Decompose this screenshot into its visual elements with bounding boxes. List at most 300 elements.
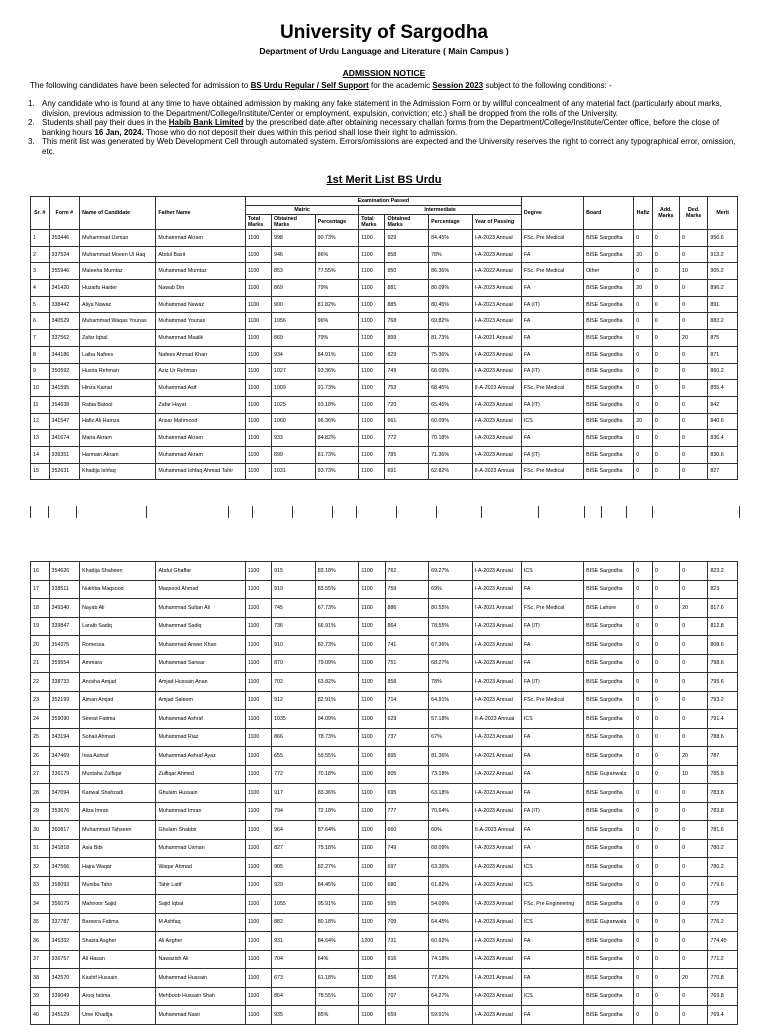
table-row	[31, 821, 738, 840]
col-sr: Sr. #	[31, 197, 50, 230]
cell-inter-total: 1100	[359, 430, 385, 447]
cell-degree: FA	[521, 950, 583, 969]
cell-father-name: Muhammad Younas	[156, 313, 245, 330]
cell-degree: FA	[521, 765, 583, 784]
cell-candidate-name: Arooj fatima	[80, 987, 156, 1006]
cell-merit: 883.2	[708, 313, 738, 330]
cell-form-no: 336757	[49, 950, 80, 969]
cell-merit: 787	[708, 747, 738, 766]
cell-candidate-name: Hinza Kainat	[80, 380, 156, 397]
cell-inter-percentage: 80.55%	[429, 599, 473, 618]
cell-inter-total: 1100	[359, 895, 385, 914]
cell-hafiz: 0	[634, 430, 653, 447]
cell-inter-obtained: 707	[385, 987, 429, 1006]
cell-hafiz: 0	[634, 363, 653, 380]
cell-inter-total: 1100	[359, 1006, 385, 1025]
table-row	[31, 802, 738, 821]
cell-merit: 891	[708, 296, 738, 313]
notice-title: ADMISSION NOTICE	[342, 68, 426, 78]
cell-add-marks: 0	[652, 728, 679, 747]
cell-inter-percentage: 69.82%	[429, 313, 473, 330]
cell-form-no: 342570	[49, 969, 80, 988]
cell-merit: 779	[708, 895, 738, 914]
cell-matric-total: 1100	[245, 950, 271, 969]
condition-text: This merit list was generated by Web Development Cell through automated system. Errors/omissions are expected and the University reserves the right to correct any typographical error, omission, etc.	[42, 137, 736, 156]
cell-ded-marks: 0	[680, 950, 708, 969]
cell-inter-percentage: 77.82%	[429, 969, 473, 988]
cell-ded-marks: 0	[680, 784, 708, 803]
cell-ded-marks: 0	[680, 673, 708, 692]
cell-hafiz: 0	[634, 263, 653, 280]
cell-degree: FA (IT)	[521, 446, 583, 463]
cell-year-of-passing: I-A-2023 Annual	[472, 673, 521, 692]
cell-father-name: Muhammad Ashraf Ayaz	[156, 747, 245, 766]
intro-program: BS Urdu Regular / Self Support	[250, 81, 369, 90]
cell-degree: FA	[521, 346, 583, 363]
cell-inter-obtained: 899	[385, 330, 429, 347]
cell-matric-total: 1100	[245, 728, 271, 747]
cell-inter-obtained: 759	[385, 580, 429, 599]
table-row	[31, 599, 738, 618]
table-row	[31, 562, 738, 581]
cell-inter-percentage: 59.91%	[429, 1006, 473, 1025]
cell-matric-obtained: 853	[272, 263, 316, 280]
cell-year-of-passing: I-A-2023 Annual	[472, 802, 521, 821]
cell-matric-percentage: 78.73%	[315, 728, 359, 747]
cell-merit: 896.2	[708, 280, 738, 297]
cell-degree: FSc. Pre Engineering	[521, 895, 583, 914]
cell-matric-obtained: 673	[272, 969, 316, 988]
bank-name: Habib Bank Limited	[168, 118, 244, 127]
cell-board: BISE Sargodha	[584, 313, 634, 330]
cell-add-marks: 0	[652, 330, 679, 347]
table-row	[31, 876, 738, 895]
cell-matric-total: 1100	[245, 710, 271, 729]
cell-add-marks: 0	[652, 599, 679, 618]
cell-merit: 875	[708, 330, 738, 347]
cell-sr: 7	[31, 330, 50, 347]
condition-item	[28, 118, 740, 137]
cell-form-no: 339847	[49, 617, 80, 636]
cell-form-no: 341595	[49, 380, 80, 397]
cell-board: BISE Sargodha	[584, 430, 634, 447]
cell-inter-total: 1100	[359, 296, 385, 313]
cell-inter-percentage: 68.45%	[429, 380, 473, 397]
cell-year-of-passing: I-A-2023 Annual	[472, 346, 521, 363]
cell-merit: 780.2	[708, 858, 738, 877]
cell-sr: 39	[31, 987, 50, 1006]
cell-inter-percentage: 70.64%	[429, 802, 473, 821]
cell-sr: 13	[31, 430, 50, 447]
cell-sr: 12	[31, 413, 50, 430]
cell-matric-total: 1100	[245, 313, 271, 330]
cell-inter-obtained: 929	[385, 230, 429, 247]
cell-board: BISE Sargodha	[584, 296, 634, 313]
cell-inter-obtained: 709	[385, 913, 429, 932]
cell-form-no: 352631	[49, 463, 80, 480]
cell-inter-total: 1100	[359, 580, 385, 599]
cell-matric-obtained: 866	[272, 728, 316, 747]
intro-post: subject to the following conditions: -	[483, 81, 612, 90]
cell-board: BISE Sargodha	[584, 876, 634, 895]
cell-add-marks: 0	[652, 562, 679, 581]
cell-hafiz: 0	[634, 932, 653, 951]
cell-hafiz: 0	[634, 617, 653, 636]
cell-form-no: 347469	[49, 747, 80, 766]
cell-matric-total: 1100	[245, 599, 271, 618]
cell-inter-percentage: 68.09%	[429, 839, 473, 858]
cell-inter-obtained: 816	[385, 950, 429, 969]
cell-inter-total: 1100	[359, 802, 385, 821]
cell-year-of-passing: I-A-2023 Annual	[472, 950, 521, 969]
cell-matric-obtained: 1056	[272, 313, 316, 330]
cell-inter-percentage: 64.91%	[429, 691, 473, 710]
cell-candidate-name: Muhammad Moeen Ul Haq	[80, 246, 156, 263]
cell-board: BISE Sargodha	[584, 280, 634, 297]
cell-candidate-name: Kanwal Shahzadi	[80, 784, 156, 803]
cell-merit: 808.6	[708, 636, 738, 655]
table-row	[31, 246, 738, 263]
col-inter-percentage: Percentage	[429, 215, 473, 230]
cell-father-name: Nafees Ahmad Khan	[156, 346, 245, 363]
cell-matric-percentage: 63.82%	[315, 673, 359, 692]
cell-merit: 788.6	[708, 728, 738, 747]
cell-hafiz: 0	[634, 987, 653, 1006]
cell-degree: FA (IT)	[521, 617, 583, 636]
cell-sr: 19	[31, 617, 50, 636]
cell-matric-percentage: 59.55%	[315, 747, 359, 766]
cell-merit: 769.4	[708, 1006, 738, 1025]
cell-degree: FA (IT)	[521, 296, 583, 313]
cell-sr: 33	[31, 876, 50, 895]
cell-matric-obtained: 998	[272, 230, 316, 247]
condition-number: 2.	[28, 118, 35, 127]
cell-degree: FA (IT)	[521, 802, 583, 821]
cell-sr: 2	[31, 246, 50, 263]
cell-matric-percentage: 87.64%	[315, 821, 359, 840]
cell-father-name: Ansar Mahmood	[156, 413, 245, 430]
cell-father-name: Muhammad Sadiq	[156, 617, 245, 636]
cell-board: Other	[584, 263, 634, 280]
cell-hafiz: 0	[634, 839, 653, 858]
cell-board: BISE Sargodha	[584, 413, 634, 430]
cell-matric-obtained: 919	[272, 580, 316, 599]
column-divider	[652, 506, 653, 518]
cell-add-marks: 0	[652, 858, 679, 877]
table-row	[31, 580, 738, 599]
cell-father-name: Mehboob Hussain Shah	[156, 987, 245, 1006]
cell-matric-percentage: 81.82%	[315, 296, 359, 313]
cell-sr: 4	[31, 280, 50, 297]
cell-merit: 798.6	[708, 654, 738, 673]
cell-degree: FA	[521, 430, 583, 447]
table-row	[31, 858, 738, 877]
cell-degree: FA	[521, 728, 583, 747]
cell-sr: 1	[31, 230, 50, 247]
cell-inter-total: 1100	[359, 463, 385, 480]
cell-matric-total: 1100	[245, 858, 271, 877]
cell-degree: FA	[521, 821, 583, 840]
cell-ded-marks: 0	[680, 562, 708, 581]
cell-father-name: Muhammad Imran	[156, 802, 245, 821]
cell-year-of-passing: I-A-2023 Annual	[472, 932, 521, 951]
cell-matric-percentage: 95.91%	[315, 895, 359, 914]
cell-year-of-passing: I-A-2023 Annual	[472, 363, 521, 380]
cell-merit: 780.2	[708, 839, 738, 858]
merit-table-part-1	[30, 196, 738, 480]
cell-merit: 840.6	[708, 413, 738, 430]
cell-candidate-name: Bareera Fatima	[80, 913, 156, 932]
cell-add-marks: 0	[652, 654, 679, 673]
cell-father-name: Tahir Latif	[156, 876, 245, 895]
cell-candidate-name: Maira Akram	[80, 430, 156, 447]
table-row	[31, 987, 738, 1006]
cell-board: BISE Sargodha	[584, 654, 634, 673]
cell-matric-percentage: 83.36%	[315, 784, 359, 803]
cell-merit: 842	[708, 396, 738, 413]
cell-hafiz: 20	[634, 413, 653, 430]
cell-form-no: 352199	[49, 691, 80, 710]
table-row	[31, 396, 738, 413]
cell-matric-total: 1100	[245, 617, 271, 636]
cell-matric-percentage: 84.91%	[315, 346, 359, 363]
table-row	[31, 363, 738, 380]
cell-matric-obtained: 935	[272, 1006, 316, 1025]
cell-father-name: Aziz Ur Rehman	[156, 363, 245, 380]
cell-matric-total: 1100	[245, 562, 271, 581]
cell-hafiz: 0	[634, 230, 653, 247]
cell-board: BISE Sargodha	[584, 987, 634, 1006]
table-row	[31, 296, 738, 313]
cell-matric-obtained: 794	[272, 802, 316, 821]
cell-year-of-passing: II-A-2023 Annual	[472, 821, 521, 840]
cell-candidate-name: Laiba Nafees	[80, 346, 156, 363]
cell-hafiz: 0	[634, 654, 653, 673]
cell-year-of-passing: I-A-2023 Annual	[472, 230, 521, 247]
cell-degree: FSc. Pre Medical	[521, 230, 583, 247]
cell-father-name: Ghulam Hussain	[156, 784, 245, 803]
cell-inter-percentage: 78.55%	[429, 617, 473, 636]
cell-inter-total: 1200	[359, 932, 385, 951]
cell-matric-obtained: 915	[272, 562, 316, 581]
cell-merit: 771.2	[708, 950, 738, 969]
cell-form-no: 337524	[49, 246, 80, 263]
cell-candidate-name: Hajra Waqar	[80, 858, 156, 877]
cell-add-marks: 0	[652, 839, 679, 858]
cell-add-marks: 0	[652, 463, 679, 480]
cell-year-of-passing: I-A-2022 Annual	[472, 263, 521, 280]
col-merit: Merit	[708, 197, 738, 230]
cell-matric-percentage: 86%	[315, 246, 359, 263]
cell-board: BISE Sargodha	[584, 396, 634, 413]
cell-inter-percentage: 69%	[429, 580, 473, 599]
cell-candidate-name: Khadija Ishfaq	[80, 463, 156, 480]
condition-text: Students shall pay their dues in the	[42, 118, 169, 127]
cell-matric-total: 1100	[245, 636, 271, 655]
cell-degree: ICS	[521, 987, 583, 1006]
cell-candidate-name: Muntaha Zulfiqar	[80, 765, 156, 784]
cell-matric-percentage: 93.18%	[315, 396, 359, 413]
cell-form-no: 338733	[49, 673, 80, 692]
cell-matric-percentage: 81.73%	[315, 446, 359, 463]
col-inter-total: Total Marks	[359, 215, 385, 230]
cell-merit: 827	[708, 463, 738, 480]
cell-inter-percentage: 84.45%	[429, 230, 473, 247]
cell-matric-obtained: 1055	[272, 895, 316, 914]
cell-board: BISE Sargodha	[584, 580, 634, 599]
cell-form-no: 359554	[49, 654, 80, 673]
cell-add-marks: 0	[652, 446, 679, 463]
cell-inter-obtained: 762	[385, 562, 429, 581]
cell-degree: FA	[521, 784, 583, 803]
cell-matric-obtained: 1025	[272, 396, 316, 413]
cell-form-no: 341547	[49, 413, 80, 430]
cell-inter-percentage: 78%	[429, 246, 473, 263]
cell-sr: 21	[31, 654, 50, 673]
cell-matric-percentage: 94.09%	[315, 710, 359, 729]
cell-board: BISE Sargodha	[584, 858, 634, 877]
col-exam-passed: Examination Passed	[245, 197, 521, 206]
cell-inter-percentage: 80.45%	[429, 296, 473, 313]
cell-form-no: 345129	[49, 1006, 80, 1025]
cell-father-name: Muhammad Anwer Khan	[156, 636, 245, 655]
cell-inter-total: 1100	[359, 346, 385, 363]
cell-inter-percentage: 81.36%	[429, 747, 473, 766]
cell-add-marks: 0	[652, 950, 679, 969]
cell-ded-marks: 0	[680, 821, 708, 840]
condition-text: by the prescribed date after obtaining necessary challan forms from the Department/College/Institute/Center office, before the close of banking hours	[42, 118, 720, 137]
cell-inter-obtained: 805	[385, 765, 429, 784]
cell-inter-percentage: 74.18%	[429, 950, 473, 969]
cell-inter-percentage: 69.27%	[429, 562, 473, 581]
cell-add-marks: 0	[652, 396, 679, 413]
cell-sr: 26	[31, 747, 50, 766]
col-father: Father Name	[156, 197, 245, 230]
cell-matric-total: 1100	[245, 413, 271, 430]
cell-candidate-name: Aiman Amjad	[80, 691, 156, 710]
cell-hafiz: 0	[634, 330, 653, 347]
cell-merit: 956.6	[708, 230, 738, 247]
cell-year-of-passing: I-A-2023 Annual	[472, 1006, 521, 1025]
cell-year-of-passing: I-A-2021 Annual	[472, 969, 521, 988]
cell-form-no: 339351	[49, 446, 80, 463]
cell-inter-obtained: 864	[385, 617, 429, 636]
cell-ded-marks: 0	[680, 363, 708, 380]
cell-inter-obtained: 660	[385, 821, 429, 840]
cell-inter-total: 1100	[359, 617, 385, 636]
cell-matric-obtained: 933	[272, 430, 316, 447]
table-row	[31, 430, 738, 447]
cell-degree: FA	[521, 580, 583, 599]
cell-matric-total: 1100	[245, 691, 271, 710]
cell-merit: 860.2	[708, 363, 738, 380]
cell-year-of-passing: II-A-2023 Annual	[472, 380, 521, 397]
cell-board: BISE Sargodha	[584, 562, 634, 581]
cell-sr: 10	[31, 380, 50, 397]
cell-candidate-name: Anosha Amjad	[80, 673, 156, 692]
cell-board: BISE Sargodha	[584, 380, 634, 397]
cell-matric-total: 1100	[245, 895, 271, 914]
table-row	[31, 839, 738, 858]
column-divider	[332, 506, 333, 518]
cell-matric-obtained: 912	[272, 691, 316, 710]
cell-matric-percentage: 64%	[315, 950, 359, 969]
cell-hafiz: 0	[634, 969, 653, 988]
cell-degree: FSc. Pre Medical	[521, 463, 583, 480]
cell-add-marks: 0	[652, 932, 679, 951]
condition-text: Any candidate who is found at any time to have obtained admission by making any fake statement in the Admission Form or by willful concealment of any material fact (particularly about marks, division, previous admission to the Department/College/Institute/Center or employment, expulsion, conviction; etc.) shall be dropped from the rolls of the University.	[42, 99, 722, 118]
cell-hafiz: 0	[634, 950, 653, 969]
condition-item	[28, 137, 740, 156]
cell-matric-percentage: 75.18%	[315, 839, 359, 858]
cell-hafiz: 0	[634, 765, 653, 784]
cell-sr: 3	[31, 263, 50, 280]
cell-inter-total: 1100	[359, 246, 385, 263]
cell-ded-marks: 0	[680, 913, 708, 932]
cell-year-of-passing: II-A-2023 Annual	[472, 710, 521, 729]
cell-matric-total: 1100	[245, 839, 271, 858]
cell-add-marks: 0	[652, 230, 679, 247]
cell-sr: 31	[31, 839, 50, 858]
cell-sr: 17	[31, 580, 50, 599]
cell-degree: FSc. Pre Medical	[521, 263, 583, 280]
cell-inter-total: 1100	[359, 913, 385, 932]
table-row	[31, 413, 738, 430]
cell-add-marks: 0	[652, 313, 679, 330]
cell-form-no: 338511	[49, 580, 80, 599]
cell-matric-total: 1100	[245, 673, 271, 692]
cell-matric-obtained: 869	[272, 330, 316, 347]
cell-year-of-passing: I-A-2021 Annual	[472, 330, 521, 347]
cell-hafiz: 0	[634, 747, 653, 766]
cell-degree: FA	[521, 280, 583, 297]
cell-inter-obtained: 737	[385, 728, 429, 747]
cell-inter-total: 1100	[359, 987, 385, 1006]
cell-degree: ICS	[521, 858, 583, 877]
cell-inter-percentage: 61.82%	[429, 876, 473, 895]
cell-inter-total: 1100	[359, 230, 385, 247]
column-divider	[356, 506, 357, 518]
cell-inter-percentage: 68.09%	[429, 363, 473, 380]
cell-matric-total: 1100	[245, 765, 271, 784]
cell-inter-total: 1100	[359, 691, 385, 710]
cell-inter-percentage: 81.73%	[429, 330, 473, 347]
table-row	[31, 636, 738, 655]
cell-ded-marks: 0	[680, 636, 708, 655]
cell-matric-percentage: 93.36%	[315, 363, 359, 380]
cell-inter-obtained: 714	[385, 691, 429, 710]
cell-inter-obtained: 858	[385, 246, 429, 263]
cell-sr: 20	[31, 636, 50, 655]
cell-degree: FA (IT)	[521, 396, 583, 413]
cell-form-no: 355946	[49, 263, 80, 280]
cell-year-of-passing: I-A-2023 Annual	[472, 987, 521, 1006]
cell-ded-marks: 0	[680, 895, 708, 914]
cell-degree: ICS	[521, 876, 583, 895]
cell-sr: 22	[31, 673, 50, 692]
table-row	[31, 313, 738, 330]
cell-matric-total: 1100	[245, 969, 271, 988]
cell-sr: 27	[31, 765, 50, 784]
cell-hafiz: 0	[634, 913, 653, 932]
cell-merit: 817.6	[708, 599, 738, 618]
cell-inter-percentage: 67%	[429, 728, 473, 747]
cell-inter-obtained: 829	[385, 346, 429, 363]
cell-form-no: 340529	[49, 313, 80, 330]
table-row	[31, 446, 738, 463]
table-row	[31, 950, 738, 969]
cell-matric-total: 1100	[245, 987, 271, 1006]
